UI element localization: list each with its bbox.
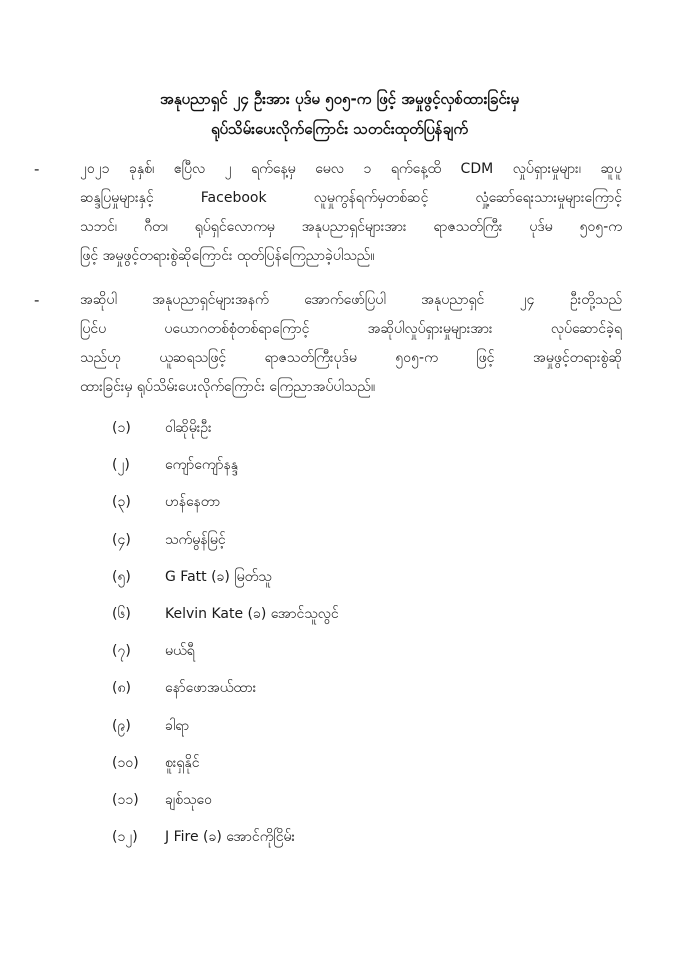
- paragraph-2-line-1: အဆိုပါ အနုပညာရှင်များအနက် အောက်ဖော်ပြပါ အနုပညာရှင် ၂၄ ဦးတို့သည်: [80, 292, 622, 308]
- list-item: [112, 641, 572, 678]
- list-item-name: စူးရှနိုင်: [165, 754, 200, 771]
- list-item-number: (၁၁): [112, 791, 139, 808]
- list-item-number: (၁၂): [112, 829, 138, 846]
- list-item: [112, 678, 572, 715]
- list-item-number: (၈): [112, 680, 131, 697]
- list-item: [112, 827, 572, 864]
- paragraph-1-line-1: ၂၀၂၁ ခုနှစ်၊ ဧပြီလ ၂ ရက်နေ့မှ မေလ ၁ ရက်နေ့ထိ CDM လှုပ်ရှားမှုများ၊ ဆူပူ: [80, 161, 622, 177]
- document-title-line2: ရုပ်သိမ်းပေးလိုက်ကြောင်း သတင်းထုတ်ပြန်ချက်: [210, 120, 469, 138]
- list-item-name: Kelvin Kate (ခ) အောင်သူလွင်: [165, 605, 339, 622]
- paragraph-2-line-4: ထားခြင်းမှ ရုပ်သိမ်းပေးလိုက်ကြောင်း ကြေညာအပ်ပါသည်။: [80, 379, 376, 395]
- list-item-number: (၂): [112, 457, 130, 474]
- list-item-number: (၁): [112, 420, 131, 436]
- list-item-name: နော်ဖောအယ်ထား: [165, 680, 257, 697]
- list-item-number: (၃): [112, 494, 131, 511]
- list-item: [112, 753, 572, 790]
- list-item-number: (၉): [112, 717, 131, 734]
- list-item-number: (၅): [112, 568, 131, 585]
- list-item: [112, 604, 572, 641]
- list-item-name: သက်မွန်မြင့်: [165, 531, 226, 548]
- paragraph-2: [34, 290, 622, 406]
- list-item-name: ချစ်သုဝေ: [165, 791, 212, 808]
- list-item: [112, 530, 572, 567]
- list-item: [112, 790, 572, 827]
- list-item: [112, 418, 572, 455]
- paragraph-2-line-3: သည်ဟု ယူဆရသဖြင့် ရာဇသတ်ကြီးပုဒ်မ ၅၀၅-က ဖြင့် အမှုဖွင့်တရားစွဲဆို: [80, 350, 622, 366]
- paragraph-2-line-2: ပြင်ပ ပယောဂတစ်စုံတစ်ရာကြောင့် အဆိုပါလှုပ်ရှားမှုများအား လုပ်ဆောင်ခဲ့ရ: [80, 321, 622, 337]
- paragraph-1-line-3: သဘင်၊ ဂီတ၊ ရုပ်ရှင်လောကမှ အနုပညာရှင်များအား ရာဇသတ်ကြီး ပုဒ်မ ၅၀၅-က: [80, 219, 622, 235]
- list-item-name: ဟန်နေတာ: [165, 494, 221, 511]
- paragraph-2-bullet: -: [34, 291, 40, 309]
- paragraph-1-line-4: ဖြင့် အမှုဖွင့်တရားစွဲဆိုကြောင်း ထုတ်ပြန်ကြေညာခဲ့ပါသည်။: [80, 248, 375, 264]
- list-item-name: မယ်ရီ: [165, 643, 195, 660]
- artist-list: [112, 418, 572, 864]
- paragraph-1-bullet: -: [34, 160, 40, 178]
- list-item: [112, 455, 572, 492]
- list-item-name: ခါရာ: [165, 717, 190, 734]
- list-item-name: ကျော်ကျော်နန္ဒ: [165, 457, 239, 474]
- list-item-number: (၁၀): [112, 754, 139, 771]
- list-item: [112, 567, 572, 604]
- document-title-line1: အနုပညာရှင် ၂၄ ဦးအား ပုဒ်မ ၅၀၅-က ဖြင့် အမှုဖွင့်လှစ်ထားခြင်းမှ: [159, 90, 520, 108]
- list-item-number: (၆): [112, 605, 131, 622]
- list-item-name: J Fire (ခ) အောင်ကိုငြိမ်း: [165, 829, 296, 846]
- list-item-name: G Fatt (ခ) မြတ်သူ: [165, 568, 272, 585]
- paragraph-1-line-2: ဆန္ဒပြမှုများနှင့် Facebook လူမှုကွန်ရက်မှတစ်ဆင့် လှုံ့ဆော်ရေးသားမှုများကြောင့်: [80, 190, 622, 206]
- list-item-number: (၇): [112, 643, 131, 660]
- paragraph-1: [34, 159, 622, 275]
- list-item: [112, 492, 572, 529]
- list-item: [112, 716, 572, 753]
- list-item-name: ဝါဆိုမိုးဦး: [165, 420, 212, 436]
- list-item-number: (၄): [112, 531, 131, 548]
